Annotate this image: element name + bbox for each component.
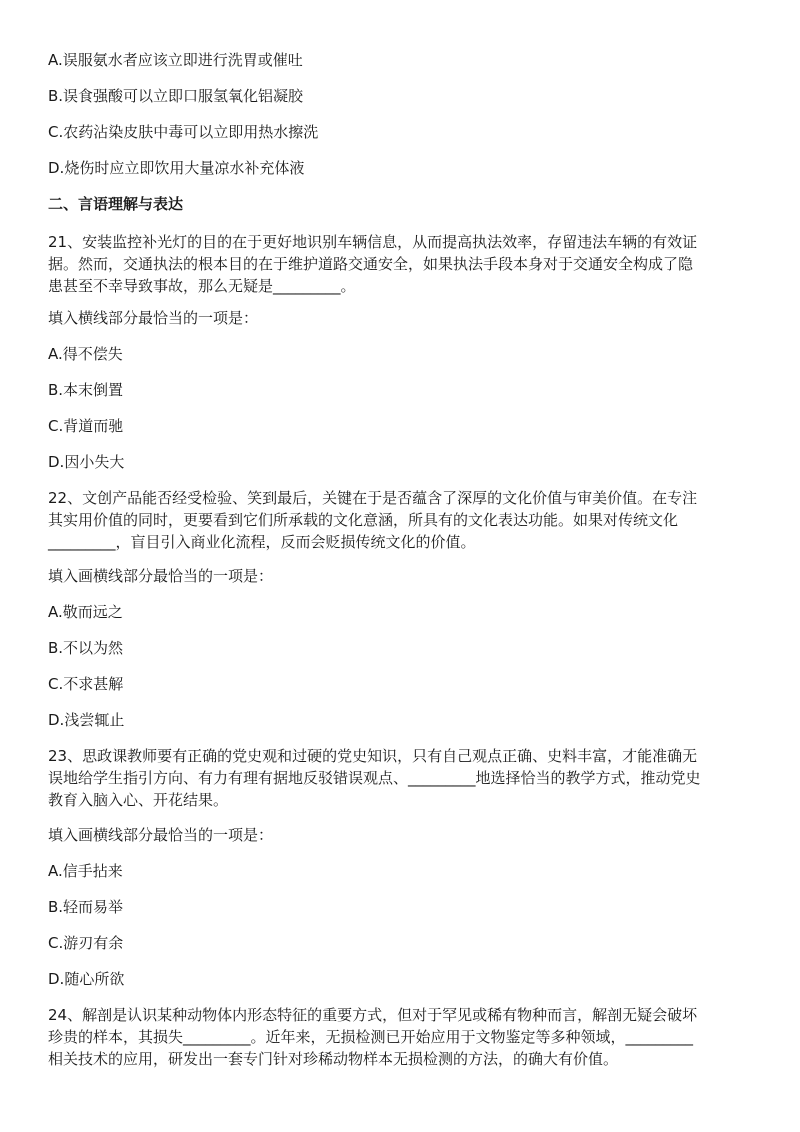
q22-stem <box>48 487 760 553</box>
q20-option-b: B.误食强酸可以立即口服氢氧化铝凝胶 <box>48 87 304 105</box>
q24-stem-line-1: 24、解剖是认识某种动物体内形态特征的重要方式，但对于罕见或稀有物种而言，解剖无疑会破坏 <box>48 1006 698 1024</box>
q22-stem-line-1: 22、文创产品能否经受检验、笑到最后，关键在于是否蕴含了深厚的文化价值与审美价值。在专注 <box>48 489 698 507</box>
q23-option-d: D.随心所欲 <box>48 970 125 988</box>
q22-stem-line-2: 其实用价值的同时，更要看到它们所承载的文化意涵，所具有的文化表达功能。如果对传统文化 <box>48 511 679 529</box>
q23-prompt: 填入画横线部分最恰当的一项是： <box>48 826 274 844</box>
q21-option-a: A.得不偿失 <box>48 345 123 363</box>
q22-option-a: A.敬而远之 <box>48 603 123 621</box>
q21-stem-line-1: 21、安装监控补光灯的目的在于更好地识别车辆信息，从而提高执法效率，存留违法车辆的有效证 <box>48 233 698 251</box>
q23-stem-line-2: 误地给学生指引方向、有力有理有据地反驳错误观点、_________地选择恰当的教学方式，推动党史 <box>48 769 701 787</box>
q23-option-b: B.轻而易举 <box>48 898 124 916</box>
q20-option-c: C.农药沾染皮肤中毒可以立即用热水擦洗 <box>48 123 319 141</box>
q24-stem-line-3: 相关技术的应用，研发出一套专门针对珍稀动物样本无损检测的方法，的确大有价值。 <box>48 1050 619 1068</box>
q22-stem-line-3: _________，盲目引入商业化流程，反而会贬损传统文化的价值。 <box>48 533 476 551</box>
q23-option-c: C.游刃有余 <box>48 934 124 952</box>
q21-option-d: D.因小失大 <box>48 453 125 471</box>
q23-stem-line-3: 教育入脑入心、开花结果。 <box>48 791 229 809</box>
q23-stem-line-1: 23、思政课教师要有正确的党史观和过硬的党史知识，只有自己观点正确、史料丰富，才能准确无 <box>48 747 698 765</box>
q21-stem-line-2: 据。然而，交通执法的根本目的在于维护道路交通安全，如果执法手段本身对于交通安全构成了隐 <box>48 255 694 273</box>
q23-option-a: A.信手拈来 <box>48 862 123 880</box>
section-heading: 二、言语理解与表达 <box>48 195 184 213</box>
q24-stem <box>48 1004 760 1070</box>
q22-option-c: C.不求甚解 <box>48 675 124 693</box>
q21-stem-line-3: 患甚至不幸导致事故，那么无疑是_________。 <box>48 277 356 295</box>
q22-option-b: B.不以为然 <box>48 639 124 657</box>
q20-option-a: A.误服氨水者应该立即进行洗胃或催吐 <box>48 51 303 69</box>
q21-stem <box>48 231 760 297</box>
q21-option-c: C.背道而驰 <box>48 417 124 435</box>
q22-option-d: D.浅尝辄止 <box>48 711 125 729</box>
q24-stem-line-2: 珍贵的样本，其损失_________。近年来，无损检测已开始应用于文物鉴定等多种领域，_________ <box>48 1028 694 1046</box>
q21-prompt: 填入横线部分最恰当的一项是： <box>48 309 259 327</box>
q23-stem <box>48 745 760 811</box>
q20-option-d: D.烧伤时应立即饮用大量凉水补充体液 <box>48 159 305 177</box>
q22-prompt: 填入画横线部分最恰当的一项是： <box>48 567 274 585</box>
q21-option-b: B.本末倒置 <box>48 381 124 399</box>
